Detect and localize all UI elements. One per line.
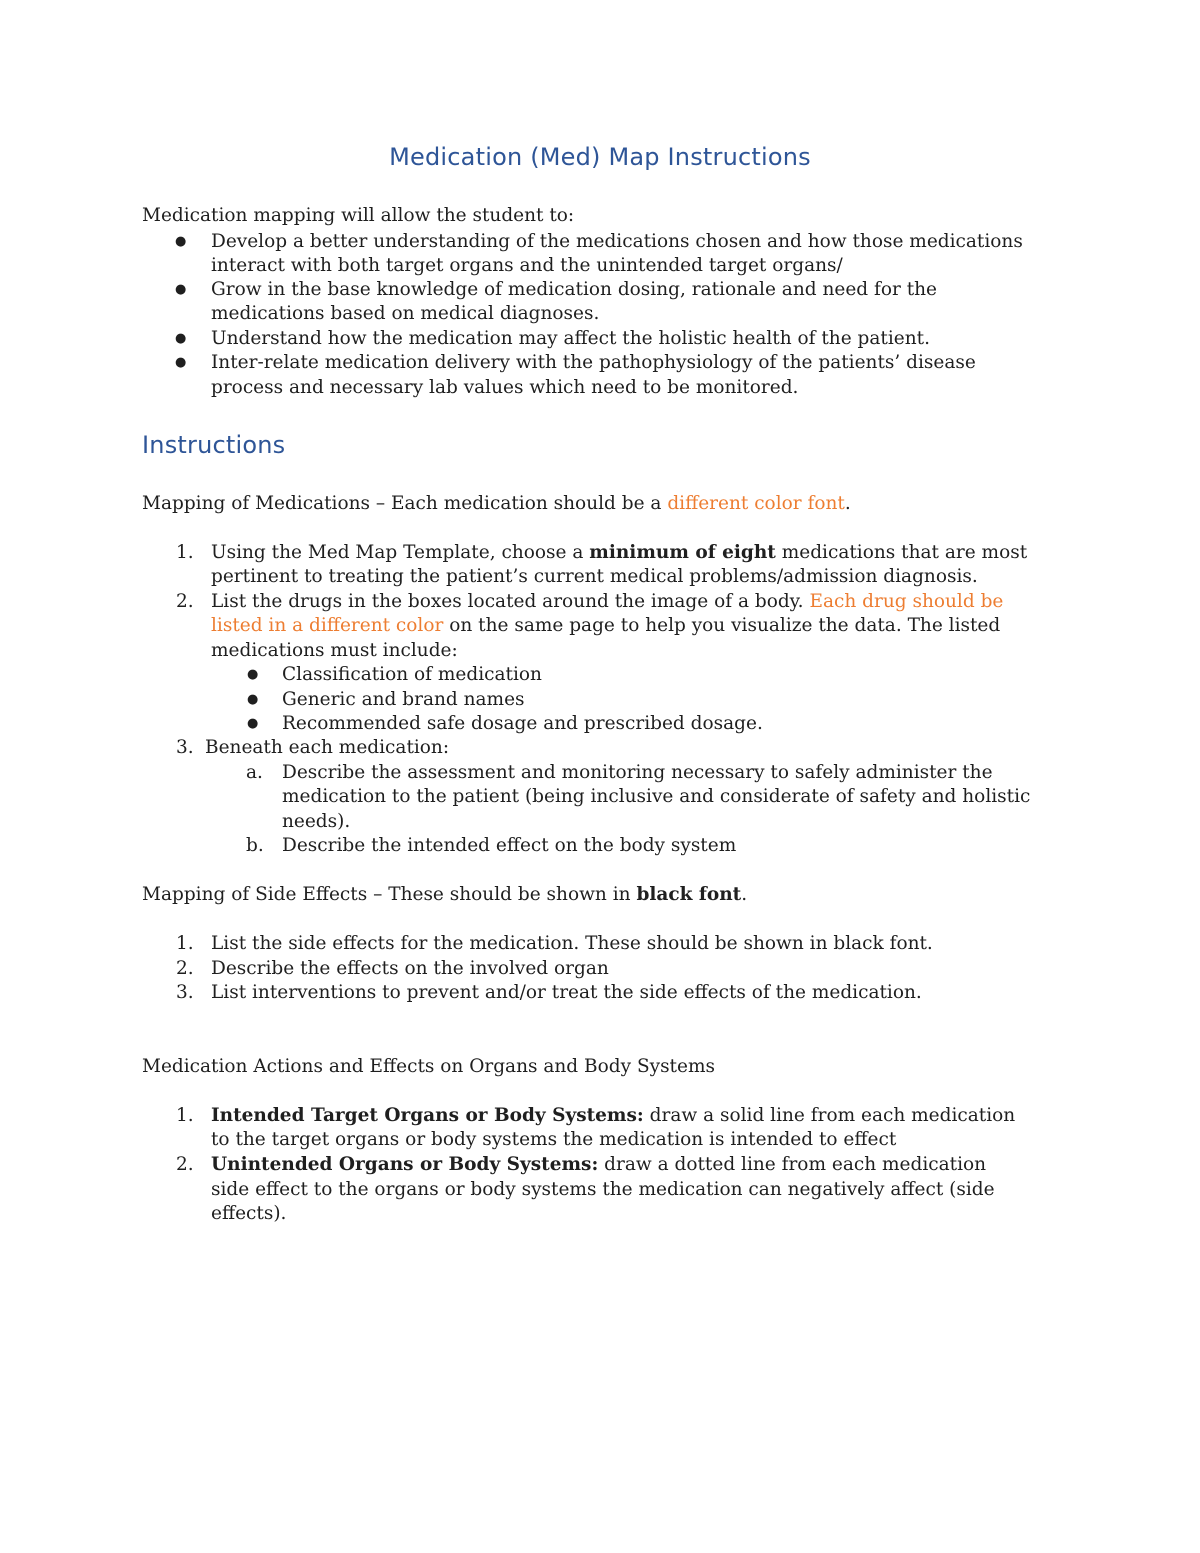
lead-end: . [741,884,748,905]
sub-list-marker: a. [246,762,263,783]
lead-text: Mapping of Medications – Each medication should be a [142,493,668,514]
list-marker: 3. [176,982,194,1003]
side-effect-item-1: List the side effects for the medication. These should be shown in black font. [211,933,933,954]
intro-bullet-1-line-1: Develop a better understanding of the medications chosen and how those medications [211,231,1023,252]
intro-bullet-1-line-2: interact with both target organs and the unintended target organs/ [211,255,843,276]
med-item-2-sub-3: Recommended safe dosage and prescribed dosage. [282,713,763,734]
section-heading-instructions: Instructions [142,431,286,459]
item-text: draw a dotted line from each medication [598,1154,987,1175]
intro-bullet-2-line-1: Grow in the base knowledge of medication dosing, rationale and need for the [211,279,937,300]
med-item-3a-line-1: Describe the assessment and monitoring necessary to safely administer the [282,762,993,783]
intro-bullet-4-line-1: Inter-relate medication delivery with the pathophysiology of the patients’ disease [211,352,976,373]
action-item-2-line-1 [211,1153,986,1178]
action-item-1-line-2: to the target organs or body systems the medication is intended to effect [211,1129,897,1150]
med-item-2-line-2 [211,614,1000,639]
bullet-icon: ● [175,355,187,370]
page-title: Medication (Med) Map Instructions [389,143,811,171]
actions-lead: Medication Actions and Effects on Organs and Body Systems [142,1056,715,1077]
bullet-icon: ● [247,692,259,707]
list-marker: 2. [176,1154,194,1175]
med-item-2-line-3: medications must include: [211,640,458,661]
mapping-medications-lead [142,492,851,517]
med-item-2-sub-1: Classification of medication [282,664,542,685]
item-highlight: listed in a different color [211,615,444,636]
list-marker: 2. [176,958,194,979]
med-item-3b-line-1: Describe the intended effect on the body system [282,835,737,856]
item-text: draw a solid line from each medication [643,1105,1016,1126]
bullet-icon: ● [247,667,259,682]
med-item-1-line-2: pertinent to treating the patient’s current medical problems/admission diagnosis. [211,566,978,587]
item-bold-text: Unintended Organs or Body Systems: [211,1154,599,1175]
item-text: Using the Med Map Template, choose a [211,542,590,563]
side-effect-item-3: List interventions to prevent and/or treat the side effects of the medication. [211,982,922,1003]
item-text: medications that are most [775,542,1028,563]
lead-highlight: different color font [667,493,845,514]
lead-bold-text: black font [636,884,742,905]
item-highlight: Each drug should be [809,591,1004,612]
med-item-1-line-1 [211,541,1027,566]
intro-bullet-2-line-2: medications based on medical diagnoses. [211,303,600,324]
med-item-2-sub-2: Generic and brand names [282,689,525,710]
list-marker: 1. [176,933,194,954]
action-item-1-line-1 [211,1104,1015,1129]
bullet-icon: ● [175,234,187,249]
side-effects-lead [142,883,747,908]
list-marker: 1. [176,1105,194,1126]
item-text: List the drugs in the boxes located around the image of a body. [211,591,810,612]
side-effect-item-2: Describe the effects on the involved organ [211,958,609,979]
action-item-2-line-3: effects). [211,1203,287,1224]
list-marker: 1. [176,542,194,563]
intro-lead: Medication mapping will allow the student to: [142,205,575,226]
list-marker: 3. [176,737,194,758]
med-item-2-line-1 [211,590,1003,615]
bullet-icon: ● [247,716,259,731]
bullet-icon: ● [175,282,187,297]
item-bold-text: Intended Target Organs or Body Systems: [211,1105,644,1126]
item-text: on the same page to help you visualize the data. The listed [443,615,1001,636]
intro-bullet-4-line-2: process and necessary lab values which need to be monitored. [211,377,799,398]
med-item-3a-line-2: medication to the patient (being inclusive and considerate of safety and holistic [282,786,1031,807]
med-item-3-line-1: Beneath each medication: [205,737,450,758]
lead-end: . [844,493,851,514]
sub-list-marker: b. [246,835,264,856]
med-item-3a-line-3: needs). [282,811,351,832]
lead-text: Mapping of Side Effects – These should be shown in [142,884,637,905]
list-marker: 2. [176,591,194,612]
bullet-icon: ● [175,331,187,346]
item-bold-text: minimum of eight [589,542,776,563]
intro-bullet-3-line-1: Understand how the medication may affect the holistic health of the patient. [211,328,930,349]
action-item-2-line-2: side effect to the organs or body systems the medication can negatively affect (side [211,1179,995,1200]
